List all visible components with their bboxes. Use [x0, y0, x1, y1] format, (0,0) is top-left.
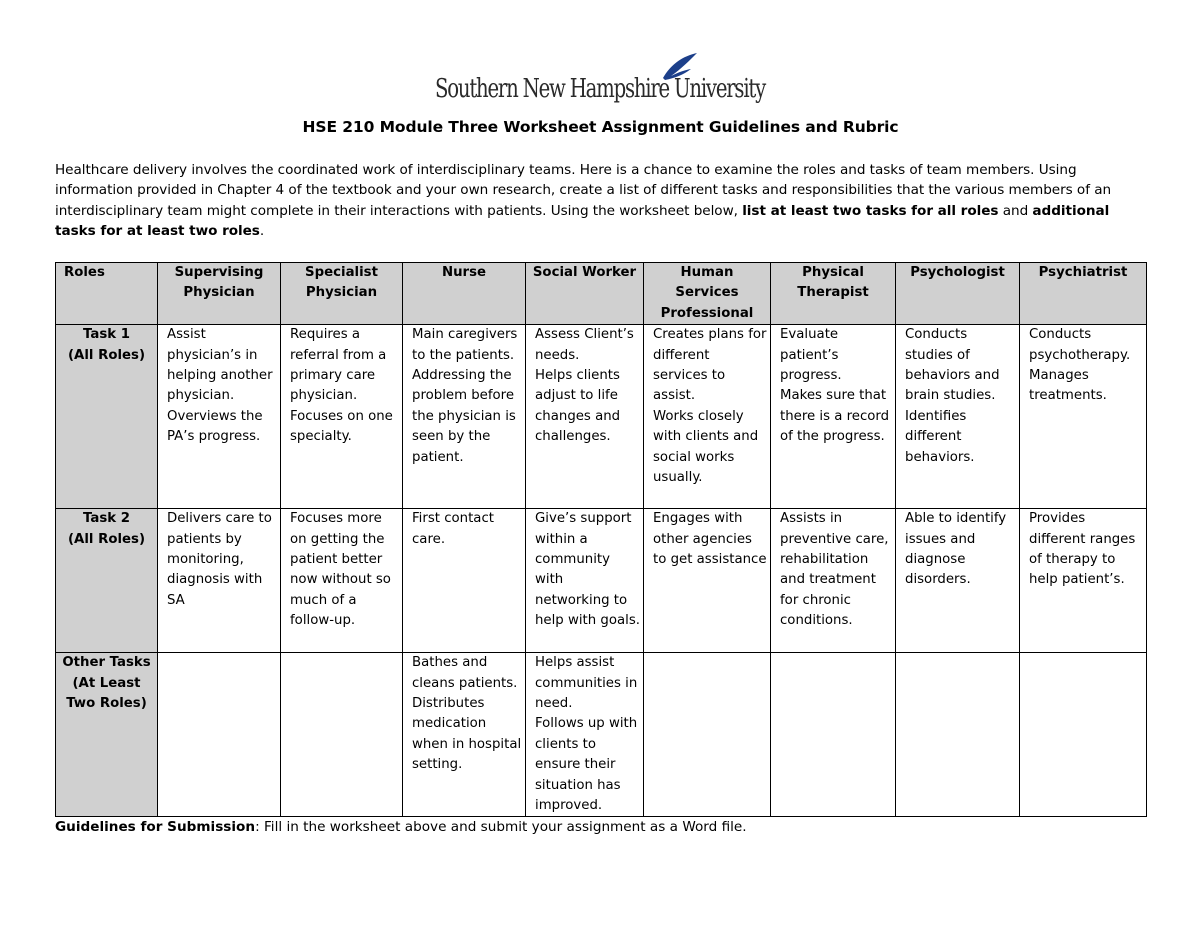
row-label: Task 2 (All Roles)	[56, 509, 158, 653]
table-row	[56, 509, 1147, 653]
submission-guidelines	[55, 817, 1146, 837]
header-cell: Psychologist	[896, 263, 1020, 325]
table-cell[interactable]: Assists in preventive care, rehabilitation and treatment for chronic conditions.	[771, 509, 896, 653]
table-header-row	[56, 263, 1147, 325]
header-cell: Specialist Physician	[281, 263, 403, 325]
table-cell[interactable]: Delivers care to patients by monitoring, diagnosis with SA	[158, 509, 281, 653]
intro-text-2: and	[998, 202, 1033, 219]
table-cell[interactable]: Requires a referral from a primary care physician. Focuses on one specialty.	[281, 325, 403, 509]
table-cell[interactable]	[644, 653, 771, 817]
table-cell[interactable]: Main caregivers to the patients. Addressing the problem before the physician is seen by the patient.	[403, 325, 526, 509]
page-title: HSE 210 Module Three Worksheet Assignment Guidelines and Rubric	[302, 118, 899, 136]
intro-paragraph	[55, 160, 1146, 242]
guidelines-text: : Fill in the worksheet above and submit your assignment as a Word file.	[255, 819, 747, 835]
table-cell[interactable]: Able to identify issues and diagnose disorders.	[896, 509, 1020, 653]
university-logo	[435, 52, 770, 104]
intro-text-1: Healthcare delivery involves the coordinated work of interdisciplinary teams. Here is a chance to examine the roles and tasks of team members. Using information provided in Chapter 4 of the textbook and your own research, create a list of different tasks and responsibilities that the various members of an interdisciplinary team might complete in their interactions with patients. Using the worksheet below,	[55, 162, 1112, 219]
table-cell[interactable]: Creates plans for different services to assist. Works closely with clients and social works usually.	[644, 325, 771, 509]
header-cell: Physical Therapist	[771, 263, 896, 325]
table-cell[interactable]	[1020, 653, 1147, 817]
table-cell[interactable]: Conducts psychotherapy. Manages treatments.	[1020, 325, 1147, 509]
table-cell[interactable]: Engages with other agencies to get assistance	[644, 509, 771, 653]
table-row	[56, 653, 1147, 817]
header-cell: Psychiatrist	[1020, 263, 1147, 325]
svg-text:Southern New Hampshire Univers: Southern New Hampshire University	[435, 74, 767, 104]
table-cell[interactable]	[158, 653, 281, 817]
table-cell[interactable]: First contact care.	[403, 509, 526, 653]
table-cell[interactable]: Conducts studies of behaviors and brain studies. Identifies different behaviors.	[896, 325, 1020, 509]
table-cell[interactable]: Bathes and cleans patients. Distributes medication when in hospital setting.	[403, 653, 526, 817]
header-cell: Nurse	[403, 263, 526, 325]
header-cell: Human Services Professional	[644, 263, 771, 325]
table-cell[interactable]: Provides different ranges of therapy to help patient’s.	[1020, 509, 1147, 653]
table-cell[interactable]: Evaluate patient’s progress. Makes sure that there is a record of the progress.	[771, 325, 896, 509]
guidelines-label: Guidelines for Submission	[55, 819, 256, 835]
header-cell: Roles	[56, 263, 158, 325]
table-cell[interactable]: Helps assist communities in need. Follows up with clients to ensure their situation has improved.	[526, 653, 644, 817]
intro-text-3: .	[259, 223, 265, 240]
table-cell[interactable]	[771, 653, 896, 817]
table-cell[interactable]	[896, 653, 1020, 817]
table-cell[interactable]: Focuses more on getting the patient better now without so much of a follow-up.	[281, 509, 403, 653]
intro-emphasis-2: additional tasks for at least two roles	[55, 202, 1110, 240]
row-label: Task 1 (All Roles)	[56, 325, 158, 509]
table-cell[interactable]: Give’s support within a community with networking to help with goals.	[526, 509, 644, 653]
intro-emphasis-1: list at least two tasks for all roles	[742, 202, 999, 219]
logo-graphic	[435, 52, 770, 104]
table-cell[interactable]: Assess Client’s needs. Helps clients adjust to life changes and challenges.	[526, 325, 644, 509]
table-cell[interactable]: Assist physician’s in helping another physician. Overviews the PA’s progress.	[158, 325, 281, 509]
header-cell: Supervising Physician	[158, 263, 281, 325]
header-cell: Social Worker	[526, 263, 644, 325]
row-label: Other Tasks (At Least Two Roles)	[56, 653, 158, 817]
table-row	[56, 325, 1147, 509]
table-cell[interactable]	[281, 653, 403, 817]
worksheet-table	[55, 262, 1147, 817]
